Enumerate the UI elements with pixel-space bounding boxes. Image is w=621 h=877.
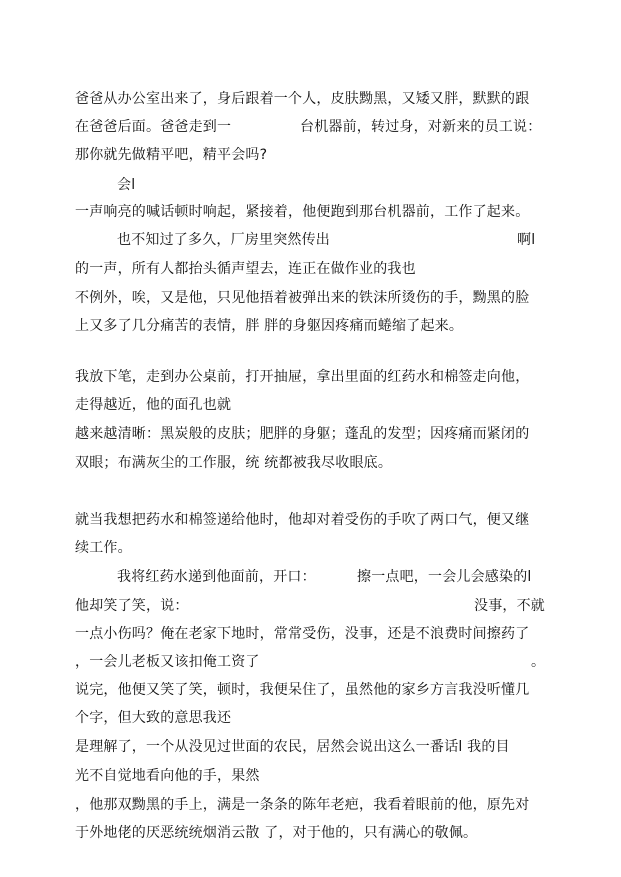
text-line-6a: 也不知过了多久，厂房里突然传出 [117, 232, 330, 248]
text-line-18: 一点小伤吗？俺在老家下地时，常常受伤，没事，还是不浪费时间擦药了 [75, 626, 530, 642]
text-line-12: 越来越清晰：黑炭般的皮肤；肥胖的身躯；蓬乱的发型；因疼痛而紧闭的 [75, 426, 530, 442]
text-line-17a: 他却笑了笑，说： [75, 598, 189, 614]
text-line-2a: 在爸爸后面。爸爸走到一 [75, 119, 232, 135]
text-line-1: 爸爸从办公室出来了，身后跟着一个人，皮肤黝黑，又矮又胖，默默的跟 [75, 91, 530, 107]
text-line-11: 走得越近，他的面孔也就 [75, 397, 232, 413]
text-line-21: 个字，但大致的意思我还 [75, 710, 232, 726]
text-line-20: 说完，他便又笑了笑，顿时，我便呆住了，虽然他的家乡方言我没听懂几 [75, 682, 530, 698]
text-line-16a: 我将红药水递到他面前，开口： [117, 569, 316, 585]
text-line-6b: 啊l [517, 232, 536, 248]
text-line-14: 就当我想把药水和棉签递给他时，他却对着受伤的手吹了两口气，便又继 [75, 512, 530, 528]
text-line-4: 会l [117, 177, 136, 193]
text-line-16b: 擦一点吧，一会儿会感染的l [357, 569, 532, 585]
text-line-19b: 。 [531, 654, 546, 670]
text-line-8: 不例外，唉，又是他，只见他捂着被弹出来的铁沫所烫伤的手，黝黑的脸 [75, 290, 530, 306]
text-line-3: 那你就先做精平吧，精平会吗? [75, 147, 268, 163]
text-line-22: 是理解了，一个从没见过世面的农民，居然会说出这么一番话l 我的目 [75, 739, 510, 755]
text-line-7: 的一声，所有人都抬头循声望去，连正在做作业的我也 [75, 261, 416, 277]
text-line-24: ，他那双黝黑的手上，满是一条条的陈年老疤，我看着眼前的他，原先对 [75, 797, 530, 813]
text-line-15: 续工作。 [75, 540, 132, 556]
text-line-9: 上又多了几分痛苦的表情，胖 胖的身躯因疼痛而蜷缩了起来。 [75, 318, 464, 334]
text-line-25: 于外地佬的厌恶统统烟消云散 了，对于他的，只有满心的敬佩。 [75, 825, 478, 841]
text-line-17b: 没事，不就 [474, 598, 545, 614]
text-line-2b: 台机器前，转过身，对新来的员工说： [300, 119, 542, 135]
text-line-19a: ，一会儿老板又该扣俺工资了 [75, 654, 260, 670]
text-line-5: 一声响亮的喊话顿时响起，紧接着，他便跑到那台机器前，工作了起来。 [75, 204, 530, 220]
text-line-10: 我放下笔，走到办公桌前，打开抽屉，拿出里面的红药水和棉签走向他， [75, 369, 530, 385]
text-line-13: 双眼；布满灰尘的工作服，统 统都被我尽收眼底。 [75, 455, 393, 471]
text-line-23: 光不自觉地看向他的手，果然 [75, 768, 260, 784]
